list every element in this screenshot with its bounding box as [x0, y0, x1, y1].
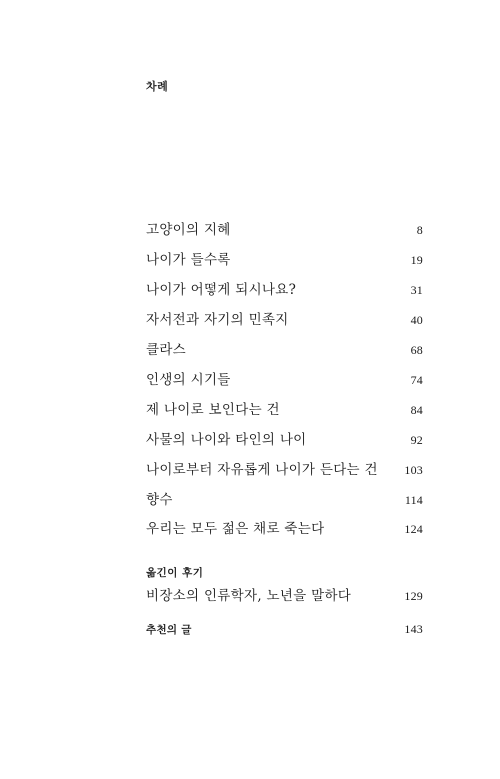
toc-entry-page: 19 — [410, 253, 423, 267]
toc-entry — [146, 218, 423, 238]
toc-entry-title: 나이가 어떻게 되시나요? — [146, 282, 297, 298]
toc-entry — [146, 517, 423, 537]
afterword-label: 옮긴이 후기 — [146, 567, 204, 579]
toc-entry — [146, 368, 423, 388]
toc-entry-title: 나이로부터 자유롭게 나이가 든다는 건 — [146, 462, 378, 478]
toc-entry-page: 40 — [410, 313, 423, 327]
toc-entry-page: 84 — [410, 403, 423, 417]
toc-entry-page: 124 — [404, 522, 423, 536]
toc-entry — [146, 398, 423, 418]
afterword-page: 129 — [404, 589, 423, 603]
recommendation-title: 추천의 글 — [146, 624, 192, 636]
toc-entry — [146, 248, 423, 268]
toc-entry-title: 자서전과 자기의 민족지 — [146, 312, 289, 328]
toc-entry-title: 향수 — [146, 492, 173, 508]
page-title: 차례 — [146, 80, 169, 93]
toc-entry-page: 68 — [410, 343, 423, 357]
toc-entry-page: 114 — [404, 493, 423, 507]
toc-entry — [146, 308, 423, 328]
toc-entry — [146, 428, 423, 448]
toc-entry-title: 우리는 모두 젊은 채로 죽는다 — [146, 521, 325, 537]
toc-entry-title: 인생의 시기들 — [146, 372, 231, 388]
toc-entry — [146, 338, 423, 358]
toc-entry-page: 103 — [404, 463, 423, 477]
toc-entry-page: 8 — [416, 223, 423, 237]
afterword-entry — [146, 584, 423, 604]
toc-entry — [146, 278, 423, 298]
toc-entry-title: 고양이의 지혜 — [146, 222, 231, 238]
toc-entry-page: 31 — [410, 283, 423, 297]
toc-entry — [146, 488, 423, 508]
toc-entry-title: 사물의 나이와 타인의 나이 — [146, 432, 307, 448]
afterword-title: 비장소의 인류학자, 노년을 말하다 — [146, 588, 352, 604]
toc-entry-title: 나이가 들수록 — [146, 252, 231, 268]
toc-entry-title: 제 나이로 보인다는 건 — [146, 402, 280, 418]
toc-entry-page: 92 — [410, 433, 423, 447]
toc-entry-page: 74 — [410, 373, 423, 387]
toc-entry — [146, 458, 423, 478]
toc-entry-title: 클라스 — [146, 342, 187, 358]
recommendation-entry — [146, 622, 423, 642]
recommendation-page: 143 — [404, 622, 423, 636]
